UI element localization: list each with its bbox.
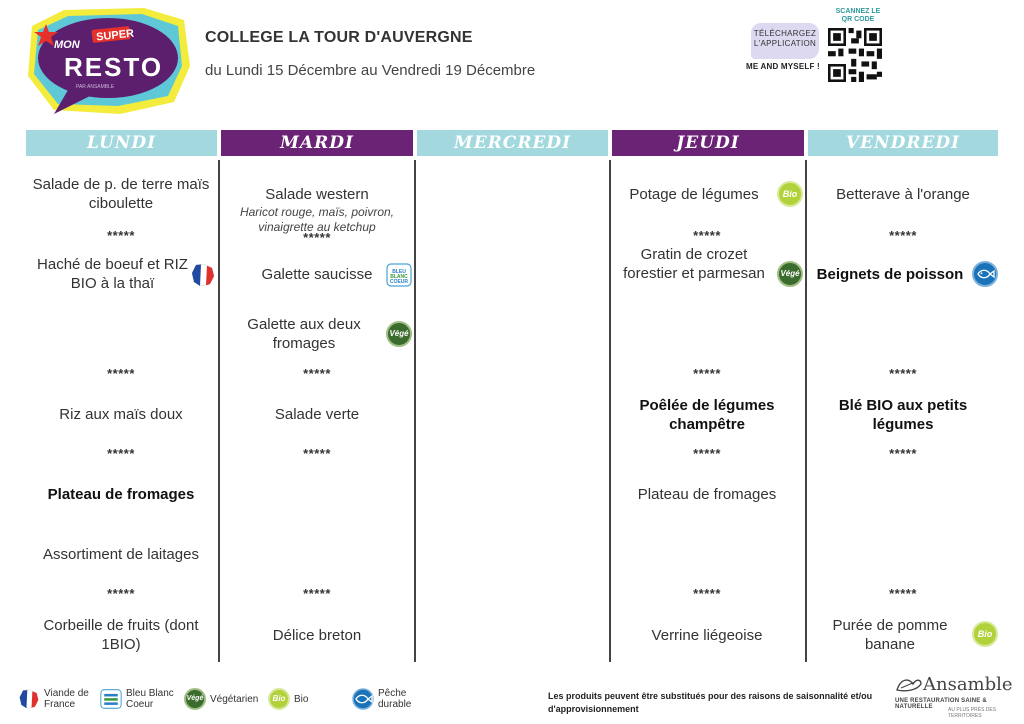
- ansamble-leaf-icon: [895, 676, 923, 694]
- page-subtitle: du Lundi 15 Décembre au Vendredi 19 Décembre: [205, 62, 536, 79]
- vege-icon: Végé: [386, 321, 412, 347]
- logo-mon: MON: [54, 39, 80, 51]
- vendredi-separator: *****: [889, 586, 917, 601]
- vendredi-accompagnement: Blé BIO aux petits légumes: [838, 397, 968, 433]
- svg-text:BLEU: BLEU: [392, 269, 406, 275]
- vendredi-entree: Betterave à l'orange: [836, 186, 970, 203]
- app-promo: [746, 6, 896, 86]
- viande-de-france-icon: [190, 262, 216, 288]
- mardi-accompagnement: Salade verte: [274, 406, 360, 423]
- jeudi-plat: Gratin de crozet forestier et parmesan: [623, 246, 765, 282]
- day-header-mardi: MARDI: [221, 130, 413, 156]
- bio-icon: Bio: [268, 688, 290, 710]
- lundi-dessert: Corbeille de fruits (dont 1BIO): [43, 617, 199, 653]
- bleu-blanc-coeur-icon: [100, 688, 122, 710]
- vege-icon: Végé: [184, 688, 206, 710]
- vendredi-dessert: Purée de pomme banane: [832, 617, 948, 653]
- lundi-separator: *****: [107, 446, 135, 461]
- mardi-plat-alt: Galette aux deux fromages: [247, 316, 361, 352]
- lundi-accompagnement: Riz aux maïs doux: [59, 406, 183, 423]
- jeudi-separator: *****: [693, 446, 721, 461]
- scan-line1: SCANNEZ LE: [835, 8, 881, 15]
- legend-peche-durable: [352, 688, 424, 710]
- ansamble-sub: AU PLUS PRÈS DES TERRITOIRES: [948, 707, 997, 719]
- lundi-separator: *****: [107, 228, 135, 243]
- mardi-separator: *****: [303, 586, 331, 601]
- lundi-fromage: Plateau de fromages: [47, 486, 195, 503]
- ansamble-tagline: UNE RESTAURATION SAINE & NATURELLE: [895, 698, 987, 710]
- day-header-vendredi: VENDREDI: [808, 130, 998, 156]
- legend-vegetarien: [184, 688, 258, 710]
- logo-super: SUPER: [95, 27, 135, 44]
- qr-code-icon[interactable]: [828, 28, 882, 82]
- jeudi-accompagnement: Poêlée de légumes champêtre: [639, 397, 775, 433]
- bleu-blanc-coeur-icon: [386, 262, 412, 288]
- legend-bio: [268, 688, 308, 710]
- logo-resto: RESTO: [64, 52, 164, 82]
- lundi-separator: *****: [107, 366, 135, 381]
- mardi-dessert: Délice breton: [272, 627, 362, 644]
- jeudi-separator: *****: [693, 366, 721, 381]
- bio-icon: Bio: [777, 181, 803, 207]
- lundi-plat: Haché de boeuf et RIZ BIO à la thaï: [37, 256, 188, 292]
- mardi-separator: *****: [303, 446, 331, 461]
- column-divider: [218, 160, 220, 662]
- peche-durable-icon: [972, 261, 998, 287]
- mardi-separator: *****: [303, 230, 331, 245]
- svg-text:COEUR: COEUR: [389, 279, 409, 285]
- vendredi-separator: *****: [889, 366, 917, 381]
- app-download-bubble: [751, 23, 819, 59]
- bio-icon: Bio: [972, 621, 998, 647]
- vendredi-separator: *****: [889, 446, 917, 461]
- lundi-laitage: Assortiment de laitages: [43, 546, 199, 563]
- substitution-footnote: Les produits peuvent être substitués pour des raisons de saisonnalité et/ou d'approvisionnement: [548, 691, 873, 714]
- peche-durable-icon: [352, 688, 374, 710]
- legend-bleu-blanc-coeur: [100, 688, 184, 710]
- column-divider: [805, 160, 807, 662]
- lundi-entree: Salade de p. de terre maïs ciboulette: [32, 176, 210, 212]
- column-divider: [609, 160, 611, 662]
- mardi-entree-note: Haricot rouge, maïs, poivron, vinaigrette au ketchup: [239, 205, 395, 234]
- ansamble-name: Ansamble: [923, 674, 1013, 695]
- jeudi-fromage: Plateau de fromages: [637, 486, 777, 503]
- scan-qr-text: [826, 8, 890, 24]
- page-title: COLLEGE LA TOUR D'AUVERGNE: [205, 29, 473, 46]
- vendredi-plat: Beignets de poisson: [816, 266, 964, 283]
- vendredi-separator: *****: [889, 228, 917, 243]
- ansamble-logo: [893, 672, 1013, 719]
- mardi-separator: *****: [303, 366, 331, 381]
- legend-label: Bio: [294, 693, 309, 705]
- column-divider: [414, 160, 416, 662]
- day-header-mercredi: MERCREDI: [417, 130, 608, 156]
- jeudi-entree: Potage de légumes: [629, 186, 759, 203]
- app-bubble-line2: L'APPLICATION: [753, 39, 817, 48]
- vege-icon: Végé: [777, 261, 803, 287]
- legend-viande-de-france: [18, 688, 102, 710]
- day-header-lundi: LUNDI: [26, 130, 217, 156]
- viande-de-france-icon: [18, 688, 40, 710]
- legend-label: Bleu Blanc Coeur: [126, 688, 174, 710]
- legend-label: Végétarien: [210, 693, 259, 705]
- legend-label: Viande de France: [44, 688, 89, 710]
- day-header-jeudi: JEUDI: [612, 130, 804, 156]
- mardi-plat: Galette saucisse: [261, 266, 373, 283]
- app-bubble-line1: TÉLÉCHARGEZ: [753, 29, 817, 38]
- jeudi-separator: *****: [693, 228, 721, 243]
- svg-text:BLANC: BLANC: [390, 274, 408, 280]
- legend-label: Pêche durable: [378, 688, 412, 710]
- mon-super-resto-logo: [24, 6, 194, 118]
- jeudi-dessert: Verrine liégeoise: [651, 627, 763, 644]
- logo-tagline: PAR ANSAMBLE: [76, 84, 115, 90]
- app-name: ME AND MYSELF !: [746, 62, 820, 71]
- lundi-separator: *****: [107, 586, 135, 601]
- mardi-entree: Salade western: [265, 186, 369, 203]
- scan-line2: QR CODE: [841, 16, 875, 23]
- jeudi-separator: *****: [693, 586, 721, 601]
